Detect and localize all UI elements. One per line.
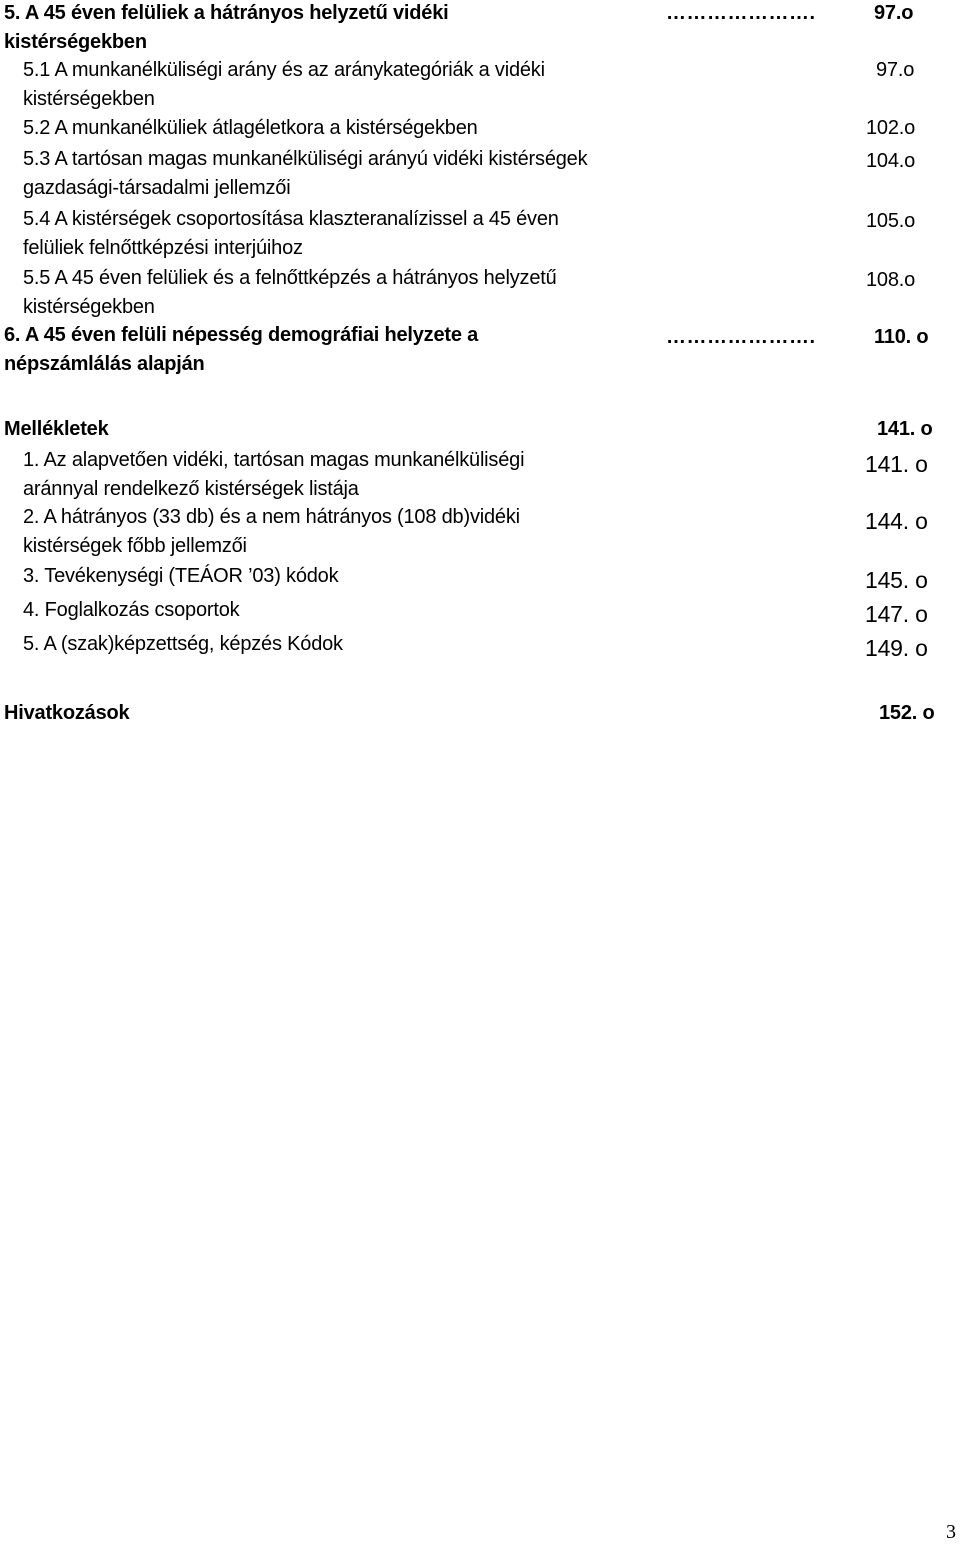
toc-title: 4. Foglalkozás csoportok — [23, 599, 240, 621]
toc-title: 6. A 45 éven felüli népesség demográfiai helyzete a népszámlálás alapján — [4, 324, 479, 375]
toc-leader-dots: …………………. — [666, 326, 816, 348]
toc-title: 1. Az alapvetően vidéki, tartósan magas munkanélküliségi aránnyal rendelkező kistérségek listája — [23, 449, 525, 500]
toc-page: 147. o — [865, 601, 928, 627]
toc-page: 144. o — [865, 508, 928, 534]
toc-title: 5.4 A kistérségek csoportosítása klaszteranalízissel a 45 éven felüliek felnőttképzési interjúihoz — [23, 208, 559, 259]
toc-title: 5.3 A tartósan magas munkanélküliségi arányú vidéki kistérségek gazdasági-társadalmi jellemzői — [23, 148, 588, 199]
toc-title: 5. A (szak)képzettség, képzés Kódok — [23, 633, 343, 655]
toc-title: 5.1 A munkanélküliségi arány és az aránykategóriák a vidéki kistérségekben — [23, 59, 545, 110]
toc-page: 145. o — [865, 567, 928, 593]
toc-page: 149. o — [865, 635, 928, 661]
toc-title: 2. A hátrányos (33 db) és a nem hátrányos (108 db)vidéki kistérségek főbb jellemzői — [23, 506, 520, 557]
toc-page: 97.o — [876, 59, 915, 81]
toc-title: Mellékletek — [4, 418, 109, 440]
toc-title: 3. Tevékenységi (TEÁOR ’03) kódok — [23, 565, 339, 587]
toc-page: 152. o — [879, 702, 935, 724]
toc-leader-dots: …………………. — [666, 2, 816, 24]
toc-page: 97.o — [874, 2, 914, 24]
toc-page: 104.o — [866, 150, 916, 172]
page-number: 3 — [946, 1521, 956, 1543]
toc-page: 102.o — [866, 117, 916, 139]
toc-title: 5.5 A 45 éven felüliek és a felnőttképzés a hátrányos helyzetű kistérségekben — [23, 267, 557, 318]
toc-title: 5. A 45 éven felüliek a hátrányos helyzetű vidéki kistérségekben — [4, 2, 449, 53]
toc-page: 141. o — [865, 451, 928, 477]
toc-page: 141. o — [877, 418, 933, 440]
toc-page: 110. o — [874, 326, 929, 348]
toc-title: 5.2 A munkanélküliek átlagéletkora a kistérségekben — [23, 117, 478, 139]
toc-title: Hivatkozások — [4, 702, 130, 724]
toc-page: 105.o — [866, 210, 916, 232]
toc-page: 108.o — [866, 269, 916, 291]
